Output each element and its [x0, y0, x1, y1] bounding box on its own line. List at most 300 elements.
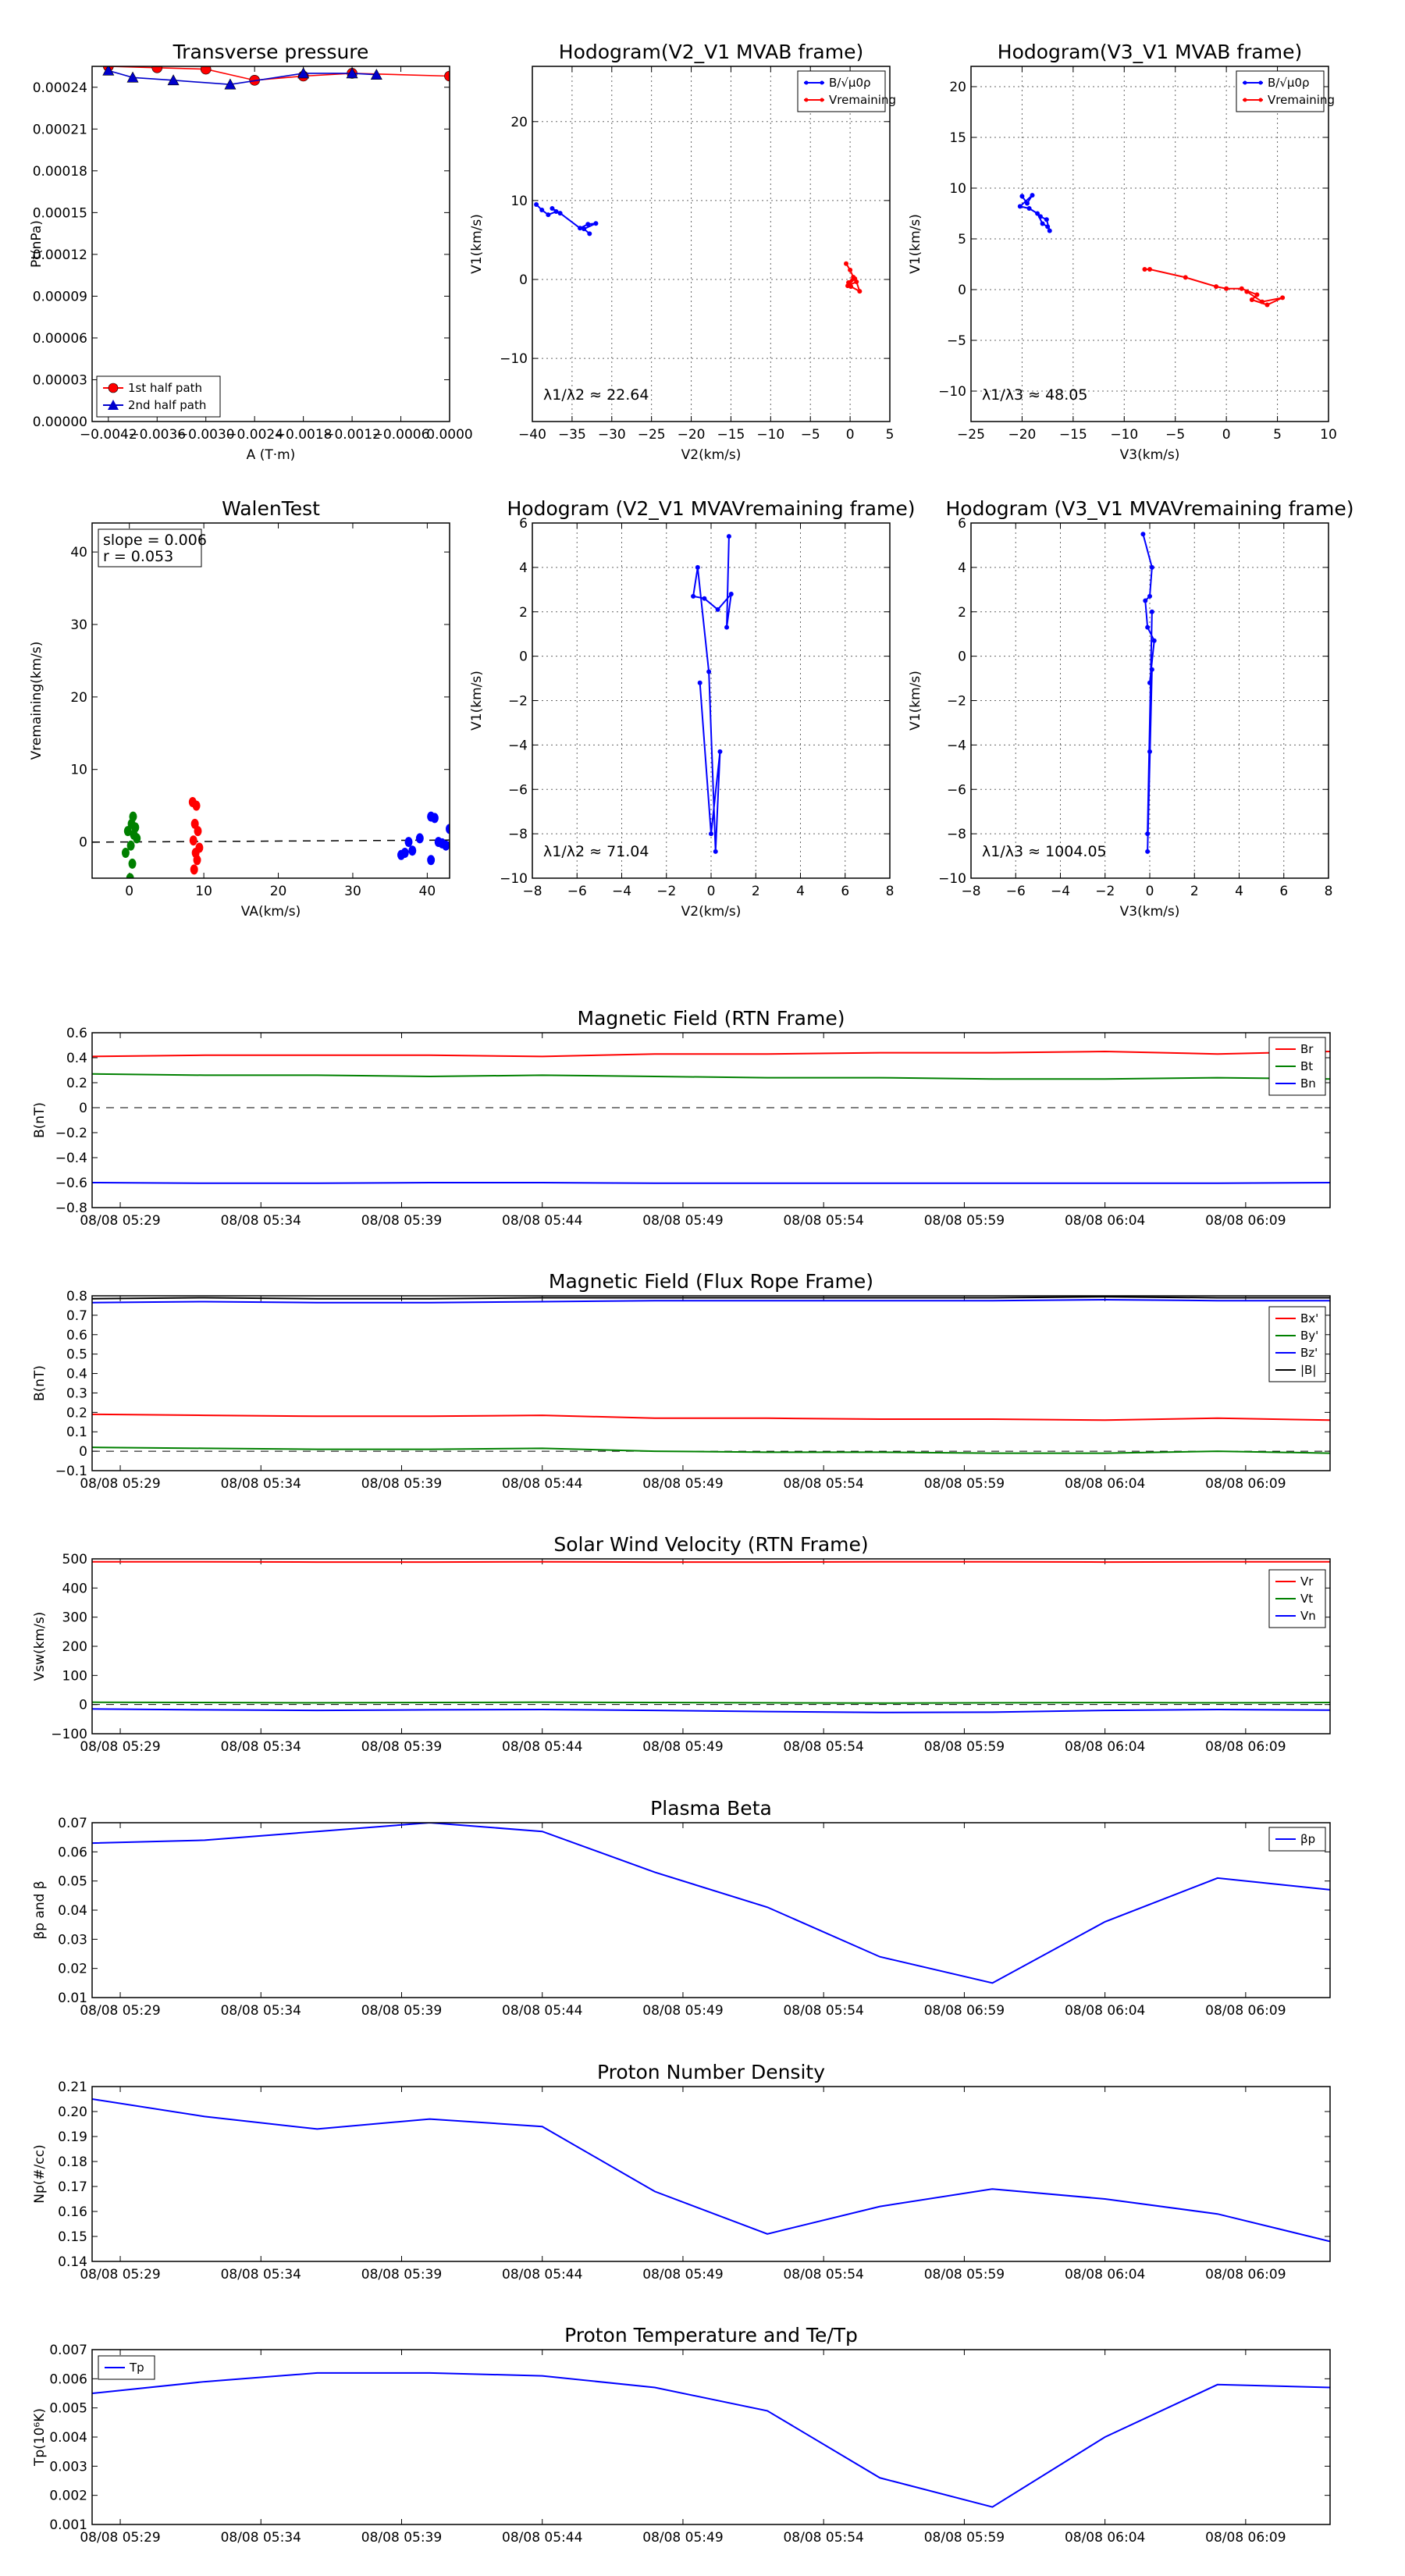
- legend: [1269, 1037, 1325, 1095]
- legend-marker: [1243, 81, 1247, 85]
- data-point: [442, 841, 450, 851]
- chart-title: Hodogram (V3_V1 MVAVremaining frame): [945, 497, 1354, 520]
- data-point: [1264, 303, 1269, 308]
- data-point: [585, 222, 590, 226]
- x-tick-label: 0: [706, 884, 716, 899]
- x-tick-label: −6: [567, 884, 587, 899]
- series-Vremaining: [844, 262, 862, 294]
- data-point: [190, 864, 198, 874]
- y-tick-label: 400: [62, 1581, 87, 1597]
- x-tick-label: 5: [885, 427, 895, 443]
- data-point: [550, 206, 554, 211]
- y-tick-label: 0.8: [66, 1289, 87, 1304]
- legend-label: βp: [1300, 1832, 1316, 1846]
- x-tick-label: 08/08 06:04: [1064, 1739, 1146, 1755]
- x-tick-label: 08/08 05:54: [783, 2530, 864, 2546]
- data-point: [416, 833, 424, 843]
- plot-frame: [92, 1823, 1330, 1998]
- data-point: [717, 749, 722, 754]
- x-tick-label: 08/08 06:04: [1064, 2530, 1146, 2546]
- y-tick-label: −8: [507, 827, 528, 843]
- y-axis-label: B(nT): [32, 1364, 48, 1402]
- y-axis-label: Vremaining(km/s): [29, 641, 44, 760]
- data-point: [1150, 610, 1154, 614]
- y-tick-label: 0.5: [66, 1347, 87, 1363]
- data-point: [1147, 267, 1152, 272]
- x-tick-label: −5: [800, 427, 820, 443]
- data-point: [724, 625, 729, 630]
- legend-label: 1st half path: [128, 381, 203, 395]
- x-tick-label: 08/08 06:59: [923, 2003, 1005, 2019]
- data-point: [844, 262, 848, 266]
- data-point: [122, 848, 130, 858]
- legend-marker: [1259, 81, 1263, 85]
- data-point: [546, 212, 550, 217]
- data-point: [408, 845, 416, 856]
- x-tick-label: 08/08 06:04: [1064, 2003, 1146, 2019]
- x-tick-label: 08/08 05:54: [783, 2003, 864, 2019]
- x-tick-label: 08/08 05:39: [361, 2003, 443, 2019]
- series-line: [92, 2099, 1330, 2241]
- x-tick-label: 08/08 05:39: [361, 1476, 443, 1492]
- x-tick-label: 08/08 05:59: [923, 1213, 1005, 1229]
- x-tick-label: −30: [597, 427, 626, 443]
- series-Br: [92, 1051, 1330, 1056]
- x-tick-label: 08/08 05:49: [642, 1213, 724, 1229]
- x-tick-label: 08/08 05:49: [642, 2267, 724, 2282]
- y-tick-label: 0: [958, 283, 966, 298]
- y-tick-label: 0.001: [49, 2517, 87, 2533]
- y-tick-label: 0.02: [58, 1961, 87, 1977]
- legend-label: B/√μ0ρ: [829, 76, 871, 90]
- data-point: [1280, 295, 1285, 300]
- data-point: [1140, 532, 1145, 536]
- x-tick-label: 08/08 05:34: [220, 2530, 301, 2546]
- y-axis-label: Pt(nPa): [29, 220, 44, 268]
- panel-magnetic-field-rtn: [32, 1007, 1330, 1229]
- data-point: [427, 855, 435, 865]
- y-tick-label: 0: [79, 834, 87, 851]
- y-tick-label: 0.00021: [32, 122, 87, 138]
- y-tick-label: 0.18: [58, 2154, 87, 2170]
- x-tick-label: 08/08 05:49: [642, 2003, 724, 2019]
- y-tick-label: 0.20: [58, 2105, 87, 2120]
- data-point: [702, 596, 706, 601]
- data-point: [539, 208, 544, 212]
- y-tick-label: 0.003: [49, 2459, 87, 2475]
- y-tick-label: 0.04: [58, 1903, 87, 1919]
- x-axis-label: A (T·m): [246, 447, 296, 463]
- y-tick-label: 0.05: [58, 1873, 87, 1890]
- x-tick-label: 6: [1279, 884, 1289, 899]
- x-tick-label: 08/08 05:44: [502, 1476, 583, 1492]
- y-tick-label: 0.002: [49, 2488, 87, 2504]
- chart-title: Magnetic Field (RTN Frame): [577, 1007, 845, 1030]
- x-tick-label: −15: [717, 427, 745, 443]
- data-point: [1147, 749, 1152, 754]
- x-tick-label: 6: [841, 884, 850, 899]
- y-tick-label: 0.19: [58, 2129, 87, 2145]
- series-Bz': [92, 1300, 1330, 1303]
- data-point: [716, 607, 720, 612]
- y-tick-label: 0.004: [49, 2430, 87, 2446]
- y-tick-label: 100: [62, 1668, 87, 1685]
- x-tick-label: 08/08 05:54: [783, 2267, 864, 2282]
- x-tick-label: 08/08 05:29: [80, 2530, 161, 2546]
- y-tick-label: 2: [958, 604, 966, 621]
- data-point: [1150, 565, 1154, 570]
- legend-label: Tp: [130, 2361, 144, 2375]
- x-tick-label: 08/08 05:39: [361, 1213, 443, 1229]
- x-tick-label: −4: [1050, 884, 1071, 899]
- legend-marker: [1243, 98, 1247, 102]
- y-tick-label: 15: [949, 130, 966, 146]
- x-tick-label: 8: [885, 884, 895, 899]
- y-tick-label: −10: [938, 384, 966, 400]
- y-tick-label: 0.06: [58, 1845, 87, 1861]
- data-point: [691, 594, 695, 599]
- legend: [1269, 1827, 1325, 1851]
- y-axis-label: Tp(10⁶K): [32, 2407, 48, 2467]
- data-point: [1150, 667, 1154, 672]
- y-axis-label: B(nT): [32, 1101, 48, 1139]
- x-axis-label: V3(km/s): [1119, 447, 1180, 463]
- y-tick-label: −10: [500, 871, 528, 887]
- data-point: [727, 534, 731, 539]
- chart-title: Proton Temperature and Te/Tp: [564, 2324, 858, 2347]
- x-tick-label: 40: [418, 884, 436, 899]
- series-line: [693, 536, 731, 852]
- series-blue: [397, 812, 454, 866]
- y-tick-label: 0.00000: [32, 415, 87, 430]
- plot-frame: [532, 66, 890, 422]
- legend-marker: [820, 98, 824, 102]
- plot-frame: [92, 523, 450, 878]
- x-tick-label: 08/08 05:54: [783, 1739, 864, 1755]
- panel-hodogram-v3-v1-mvab: [908, 41, 1337, 463]
- plot-area: [534, 202, 862, 294]
- y-tick-label: −6: [946, 782, 966, 799]
- chart-title: Plasma Beta: [650, 1797, 772, 1820]
- x-tick-label: 08/08 05:39: [361, 2267, 443, 2282]
- panel-solar-wind-velocity: [32, 1533, 1330, 1755]
- y-tick-label: 0.2: [66, 1405, 87, 1421]
- x-tick-label: −0.0036: [128, 427, 187, 443]
- series-1st half path: [103, 62, 454, 86]
- data-point: [1147, 681, 1152, 685]
- plot-area: [92, 1823, 1330, 1983]
- data-point: [1254, 293, 1259, 297]
- x-tick-label: 08/08 06:09: [1205, 2267, 1286, 2282]
- y-tick-label: 6: [519, 516, 528, 532]
- y-tick-label: −0.1: [55, 1464, 87, 1479]
- y-tick-label: 0.4: [66, 1366, 87, 1382]
- data-point: [1214, 284, 1218, 289]
- data-point: [1143, 599, 1147, 603]
- y-tick-label: 40: [70, 545, 87, 561]
- legend-marker: [108, 383, 118, 393]
- legend: [98, 2356, 155, 2379]
- y-tick-label: −2: [507, 693, 528, 710]
- data-point: [1244, 290, 1249, 294]
- y-tick-label: −10: [500, 351, 528, 368]
- data-point: [1240, 286, 1244, 291]
- series-B/√μ0ρ: [534, 202, 598, 236]
- x-tick-label: 08/08 05:54: [783, 1476, 864, 1492]
- data-point: [848, 284, 853, 289]
- x-tick-label: 5: [1273, 427, 1282, 443]
- legend-marker: [805, 98, 809, 102]
- data-point: [1142, 267, 1147, 272]
- x-tick-label: −10: [756, 427, 785, 443]
- x-tick-label: −8: [961, 884, 981, 899]
- plot-frame: [92, 1559, 1330, 1734]
- legend-label: Vn: [1300, 1609, 1316, 1623]
- legend: [1236, 71, 1335, 112]
- y-axis-label: Np(#/cc): [32, 2144, 48, 2204]
- x-tick-label: 08/08 05:49: [642, 1476, 724, 1492]
- series-line: [92, 2373, 1330, 2507]
- legend-marker: [820, 81, 824, 85]
- chart-title: Magnetic Field (Flux Rope Frame): [548, 1270, 874, 1293]
- y-tick-label: 20: [949, 80, 966, 95]
- x-axis-label: V3(km/s): [1119, 904, 1180, 920]
- y-tick-label: 2: [519, 604, 528, 621]
- chart-title: Hodogram (V2_V1 MVAVremaining frame): [507, 497, 916, 520]
- chart-title: Hodogram(V3_V1 MVAB frame): [997, 41, 1303, 63]
- chart-title: Proton Number Density: [597, 2061, 825, 2083]
- x-tick-label: −20: [1008, 427, 1037, 443]
- legend-label: Bx': [1300, 1311, 1319, 1325]
- x-tick-label: 08/08 06:09: [1205, 1476, 1286, 1492]
- x-axis-label: VA(km/s): [240, 904, 301, 920]
- data-point: [152, 62, 162, 73]
- x-tick-label: 2: [751, 884, 760, 899]
- series-line: [1143, 534, 1154, 852]
- x-tick-label: 4: [1235, 884, 1243, 899]
- series-Bx': [92, 1414, 1330, 1420]
- y-tick-label: 0: [519, 272, 528, 288]
- x-tick-label: −15: [1058, 427, 1087, 443]
- series-Vn: [92, 1709, 1330, 1712]
- x-tick-label: 08/08 05:49: [642, 2530, 724, 2546]
- y-tick-label: −0.4: [55, 1151, 87, 1166]
- legend-label: Bt: [1300, 1059, 1314, 1073]
- data-point: [1045, 224, 1050, 229]
- y-tick-label: 10: [70, 762, 87, 778]
- series-line: [92, 1297, 1330, 1298]
- y-tick-label: 0.6: [66, 1026, 87, 1041]
- plot-area: [691, 534, 734, 854]
- x-tick-label: 08/08 05:34: [220, 1213, 301, 1229]
- series-track: [1140, 532, 1156, 854]
- series-line: [92, 1051, 1330, 1056]
- plot-area: [92, 2099, 1330, 2241]
- x-tick-label: 08/08 05:39: [361, 2530, 443, 2546]
- ratio-annotation: λ1/λ2 ≈ 71.04: [543, 843, 649, 860]
- y-tick-label: 0: [519, 649, 528, 665]
- data-point: [1030, 193, 1035, 197]
- data-point: [1040, 222, 1045, 226]
- legend-label: Bz': [1300, 1346, 1318, 1360]
- x-tick-label: −25: [637, 427, 666, 443]
- y-tick-label: 0.00015: [32, 205, 87, 222]
- plot-area: [1018, 193, 1285, 307]
- x-tick-label: 08/08 05:34: [220, 1476, 301, 1492]
- y-tick-label: −2: [946, 693, 966, 710]
- plot-area: [92, 1562, 1330, 1713]
- data-point: [578, 226, 582, 230]
- data-point: [695, 565, 700, 570]
- series-Tp: [92, 2373, 1330, 2507]
- y-axis-label: V1(km/s): [469, 214, 485, 274]
- y-tick-label: 6: [958, 516, 966, 532]
- series-line: [92, 1074, 1330, 1079]
- y-tick-label: −8: [946, 827, 966, 843]
- y-tick-label: 0: [79, 1101, 87, 1116]
- x-tick-label: 10: [1320, 427, 1337, 443]
- y-tick-label: 10: [510, 193, 528, 209]
- x-tick-label: 08/08 05:49: [642, 1739, 724, 1755]
- fit-line: [92, 840, 450, 842]
- x-tick-label: 08/08 05:44: [502, 2267, 583, 2282]
- legend-label: By': [1300, 1329, 1319, 1343]
- y-tick-label: 0.15: [58, 2229, 87, 2245]
- y-tick-label: 30: [70, 617, 87, 633]
- y-tick-label: 4: [519, 560, 528, 576]
- x-tick-label: −40: [518, 427, 546, 443]
- series-Vremaining: [1142, 267, 1285, 308]
- chart-title: Hodogram(V2_V1 MVAB frame): [558, 41, 864, 63]
- x-tick-label: −0.0018: [274, 427, 333, 443]
- data-point: [201, 64, 211, 74]
- x-tick-label: −20: [677, 427, 706, 443]
- data-point: [1152, 639, 1157, 643]
- data-point: [587, 231, 592, 236]
- data-point: [1183, 275, 1188, 279]
- x-tick-label: 08/08 05:44: [502, 2003, 583, 2019]
- data-point: [1027, 206, 1032, 211]
- data-point: [133, 833, 140, 843]
- ratio-annotation: λ1/λ3 ≈ 48.05: [982, 386, 1088, 404]
- x-tick-label: 08/08 05:34: [220, 2267, 301, 2282]
- x-tick-label: −0.0030: [176, 427, 235, 443]
- plot-frame: [971, 66, 1329, 422]
- data-point: [558, 211, 563, 215]
- x-tick-label: −4: [611, 884, 632, 899]
- legend-label: 2nd half path: [128, 398, 207, 412]
- y-tick-label: 0.00024: [32, 80, 87, 96]
- x-tick-label: 08/08 06:04: [1064, 2267, 1146, 2282]
- series-line: [92, 1709, 1330, 1712]
- series-By': [92, 1447, 1330, 1453]
- x-tick-label: 08/08 05:29: [80, 1213, 161, 1229]
- legend: [1269, 1570, 1325, 1628]
- y-axis-label: V1(km/s): [469, 671, 485, 731]
- plot-area: [92, 1051, 1330, 1183]
- x-tick-label: −5: [1165, 427, 1186, 443]
- y-axis-label: V1(km/s): [908, 671, 923, 731]
- y-tick-label: 500: [62, 1552, 87, 1567]
- data-point: [405, 837, 413, 847]
- y-tick-label: 0.00018: [32, 163, 87, 180]
- y-tick-label: 4: [958, 560, 966, 576]
- x-tick-label: 08/08 05:34: [220, 2003, 301, 2019]
- data-point: [431, 813, 439, 823]
- data-point: [706, 670, 711, 674]
- y-tick-label: 0.00003: [32, 372, 87, 389]
- panel-walen-test: [29, 497, 454, 920]
- x-tick-label: 08/08 06:04: [1064, 1476, 1146, 1492]
- series-line: [92, 1300, 1330, 1303]
- x-tick-label: −6: [1005, 884, 1026, 899]
- x-tick-label: 08/08 05:44: [502, 1739, 583, 1755]
- legend-label: Vremaining: [829, 93, 897, 107]
- series-Np: [92, 2099, 1330, 2241]
- y-tick-label: 0.007: [49, 2343, 87, 2358]
- plot-area: [103, 62, 455, 90]
- data-point: [1038, 214, 1043, 219]
- y-tick-label: 0.2: [66, 1076, 87, 1091]
- y-tick-label: 300: [62, 1610, 87, 1626]
- y-tick-label: −0.8: [55, 1201, 87, 1216]
- panel-hodogram-v2-v1-mvab: [469, 41, 896, 463]
- data-point: [127, 72, 138, 82]
- y-tick-label: 0.16: [58, 2204, 87, 2220]
- panel-proton-temperature: [32, 2324, 1330, 2546]
- series-B/√μ0ρ: [1018, 193, 1052, 233]
- y-tick-label: −5: [946, 333, 966, 349]
- y-tick-label: 0.7: [66, 1308, 87, 1324]
- x-tick-label: 08/08 05:29: [80, 1739, 161, 1755]
- legend: [798, 71, 896, 112]
- data-point: [1048, 229, 1052, 233]
- x-tick-label: −8: [522, 884, 542, 899]
- ratio-annotation: λ1/λ2 ≈ 22.64: [543, 386, 649, 404]
- x-axis-label: V2(km/s): [681, 904, 742, 920]
- series-track: [691, 534, 734, 854]
- x-tick-label: 0: [125, 884, 134, 899]
- data-point: [582, 226, 586, 231]
- y-tick-label: 0: [958, 649, 966, 665]
- x-tick-label: 08/08 06:09: [1205, 1213, 1286, 1229]
- x-axis-label: V2(km/s): [681, 447, 742, 463]
- legend-label: Bn: [1300, 1076, 1316, 1091]
- y-tick-label: 0.03: [58, 1932, 87, 1948]
- data-point: [194, 855, 201, 865]
- legend-label: Br: [1300, 1042, 1314, 1056]
- data-point: [129, 859, 137, 869]
- data-point: [593, 221, 598, 226]
- series-line: [92, 1823, 1330, 1983]
- x-tick-label: 30: [344, 884, 361, 899]
- y-tick-label: −0.6: [55, 1176, 87, 1191]
- y-axis-label: V1(km/s): [908, 214, 923, 274]
- fit-stat: r = 0.053: [103, 548, 174, 565]
- y-tick-label: 0.4: [66, 1051, 87, 1066]
- data-point: [190, 835, 197, 845]
- y-tick-label: 0.00009: [32, 289, 87, 305]
- x-tick-label: 20: [269, 884, 287, 899]
- x-tick-label: −25: [957, 427, 985, 443]
- y-tick-label: 0.3: [66, 1386, 87, 1402]
- series-Bt: [92, 1074, 1330, 1079]
- y-tick-label: 0: [79, 1444, 87, 1461]
- y-tick-label: −100: [51, 1727, 87, 1742]
- data-point: [193, 801, 201, 811]
- y-tick-label: −6: [507, 782, 528, 799]
- data-point: [1025, 201, 1030, 206]
